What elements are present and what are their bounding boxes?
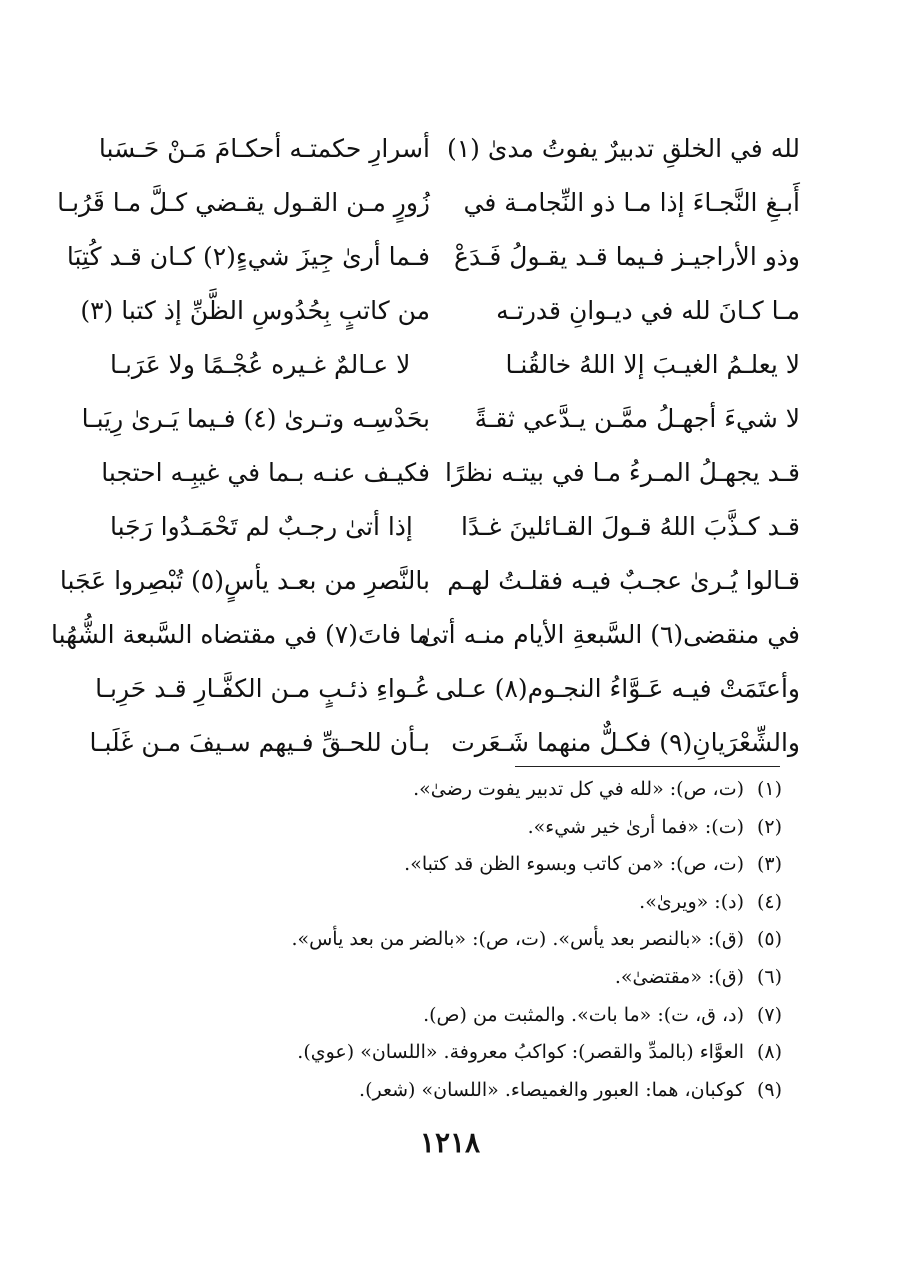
verse-second-hemistich: من كاتبٍ بِحُدُوسِ الظَّنِّ إذ كتبا (٣) — [80, 296, 430, 325]
verse-second-hemistich: فـما أرىٰ جِيزَ شيءٍ(٢) كـان قـد كُتِبَا — [66, 242, 430, 271]
footnote — [102, 778, 782, 816]
verse-second-hemistich: لا عـالمٌ غـيره عُجْـمًا ولا عَرَبـا — [110, 350, 411, 379]
verse — [101, 446, 800, 500]
verse-first-hemistich: وأعتَمَتْ فيـه عَـوَّاءُ النجـوم(٨) عـلى — [435, 674, 800, 703]
verse — [110, 338, 800, 392]
verse-first-hemistich: في منقضى(٦) السَّبعةِ الأيام منـه أتىٰ — [420, 620, 800, 649]
verse — [66, 230, 800, 284]
footnote — [102, 928, 782, 966]
verse-first-hemistich: لا شيءَ أجهـلُ ممَّـن يـدَّعي ثقـةً — [474, 404, 800, 433]
verse-second-hemistich: ما فاتَ(٧) في مقتضاه السَّبعة الشُّهُبا — [51, 620, 430, 649]
verse — [51, 608, 800, 662]
verse-first-hemistich: والشِّعْرَيانِ(٩) فكـلٌّ منهما شَـعَرت — [451, 728, 800, 757]
footnotes — [102, 778, 782, 1116]
footnote-text: (د): «ويرىٰ». — [639, 890, 744, 913]
footnote — [102, 1041, 782, 1079]
footnote-number: (٦) — [756, 965, 782, 988]
verse-first-hemistich: أَبـغِ النَّجـاءَ إذا مـا ذو النِّجامـة في — [463, 188, 800, 217]
poem — [51, 122, 800, 770]
verse-first-hemistich: لله في الخلقِ تدبيرٌ يفوتُ مدىٰ (١) — [446, 134, 800, 163]
verse — [57, 176, 800, 230]
footnote — [102, 891, 782, 929]
footnote-text: (ت، ص): «من كاتب وبسوء الظن قد كتبا». — [404, 853, 744, 876]
footnote-separator — [515, 766, 780, 767]
verse — [110, 500, 800, 554]
verse-second-hemistich: أسرارِ حكمتـه أحكـامَ مَـنْ حَـسَبا — [98, 134, 430, 163]
footnote-text: (ق): «بالنصر بعد يأس». (ت، ص): «بالضر من بعد يأس». — [291, 928, 744, 951]
verse — [89, 716, 800, 770]
footnote-text: (ت، ص): «لله في كل تدبير يفوت رضىٰ». — [413, 778, 744, 800]
verse-first-hemistich: مـا كـانَ لله في ديـوانِ قدرتـه — [496, 296, 800, 325]
footnote-text: العوَّاء (بالمدِّ والقصر): كواكبُ معروفة. «اللسان» (عوي). — [297, 1041, 744, 1064]
verse-second-hemistich: بالنَّصرِ من بعـد يأسٍ(٥) تُبْصِروا عَجَبا — [59, 566, 430, 595]
verse-second-hemistich: بحَدْسِـه وتـرىٰ (٤) فـيما يَـرىٰ رِيَبـا — [81, 404, 430, 433]
verse-second-hemistich: إذا أتىٰ رجـبٌ لم تَحْمَـدُوا رَجَبا — [110, 512, 413, 541]
footnote-text: كوكبان، هما: العبور والغميصاء. «اللسان» (شعر). — [359, 1078, 744, 1101]
footnote-number: (١) — [756, 778, 782, 800]
footnote — [102, 1079, 782, 1117]
footnote-text: (د، ق، ت): «ما بات». والمثبت من (ص). — [423, 1003, 744, 1026]
verse — [95, 662, 800, 716]
verse — [80, 284, 800, 338]
verse-first-hemistich: قـد كـذَّبَ اللهُ قـولَ القـائلينَ غـدًا — [460, 512, 800, 541]
verse-first-hemistich: وذو الأراجيـز فـيما قـد يقـولُ فَـدَعْ — [454, 242, 800, 271]
verse-first-hemistich: قـالوا يُـرىٰ عجـبٌ فيـه فقلـتُ لهـم — [447, 566, 800, 595]
verse-second-hemistich: عُـواءِ ذئـبٍ مـن الكفَّـارِ قـد حَرِبـا — [95, 674, 430, 703]
footnote — [102, 853, 782, 891]
footnote-text: (ق): «مقتضىٰ». — [614, 965, 744, 988]
verse-second-hemistich: فكيـف عنـه بـما في غيبِـه احتجبا — [101, 458, 430, 487]
footnote-number: (٨) — [756, 1041, 782, 1064]
footnote — [102, 966, 782, 1004]
footnote-number: (٥) — [756, 928, 782, 951]
verse-second-hemistich: بـأن للحـقِّ فـيهم سـيفَ مـن غَلَبـا — [89, 728, 430, 757]
footnote-number: (٤) — [756, 890, 782, 913]
footnote — [102, 1004, 782, 1042]
footnote-number: (٧) — [756, 1003, 782, 1026]
footnote-number: (٣) — [756, 853, 782, 876]
footnote-number: (٩) — [756, 1078, 782, 1101]
verse-second-hemistich: زُورٍ مـن القـول يقـضي كـلَّ مـا قَرُبـا — [57, 188, 430, 217]
footnote-number: (٢) — [756, 815, 782, 838]
verse-first-hemistich: قـد يجهـلُ المـرءُ مـا في بيتـه نظرًا — [445, 458, 800, 487]
verse — [59, 554, 800, 608]
page-number: ١٢١٨ — [419, 1126, 481, 1159]
verse — [98, 122, 800, 176]
footnote-text: (ت): «فما أرىٰ خير شيء». — [527, 815, 744, 838]
verse-first-hemistich: لا يعلـمُ الغيـبَ إلا اللهُ خالقُنـا — [505, 350, 800, 379]
verse — [81, 392, 800, 446]
footnote — [102, 816, 782, 854]
